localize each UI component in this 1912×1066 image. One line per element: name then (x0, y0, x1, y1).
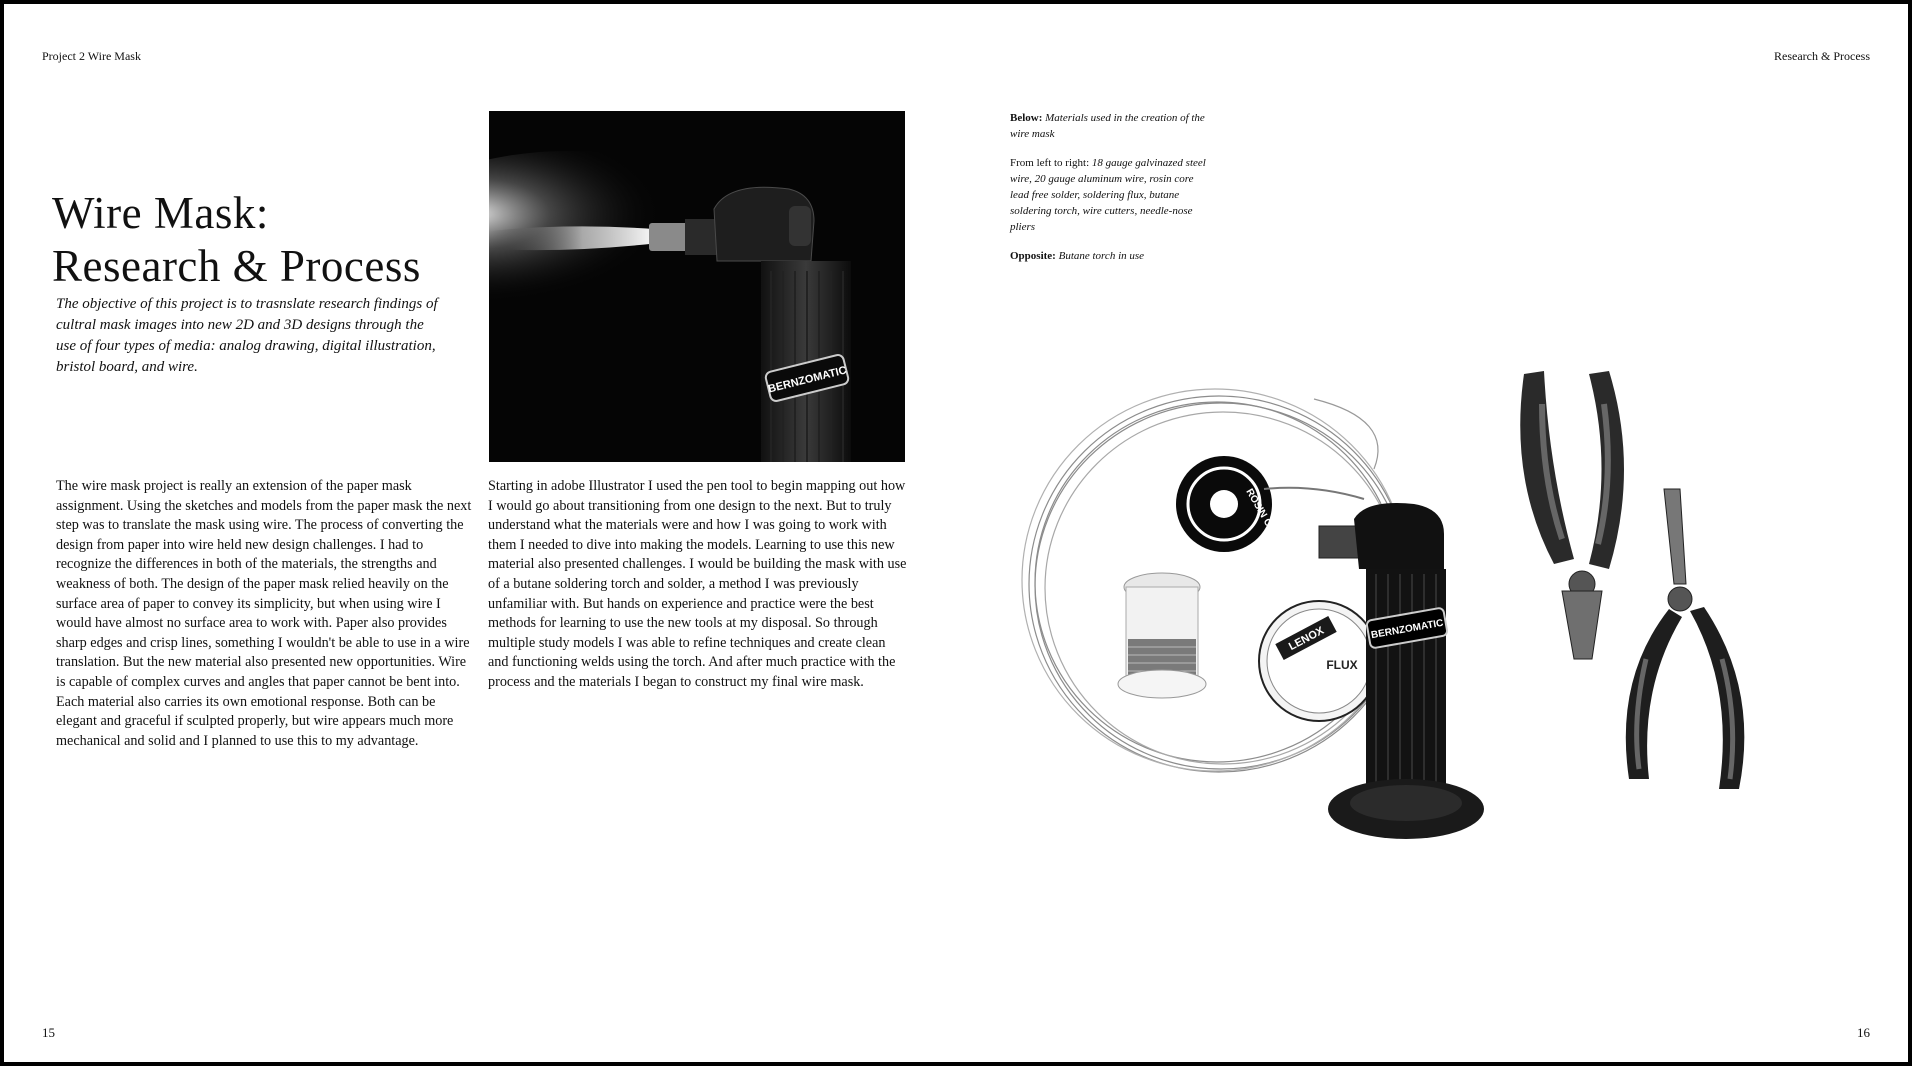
page-title (52, 187, 492, 293)
page-title-line-1: Wire Mask: (52, 188, 269, 238)
torch-photo-illustration (489, 111, 905, 462)
running-head-right: Research & Process (1774, 49, 1870, 63)
caption-below-label: Below: (1010, 112, 1043, 124)
torch-trigger (789, 206, 811, 246)
flux-product-label: FLUX (1326, 658, 1358, 672)
running-head-left: Project 2 Wire Mask (42, 49, 141, 63)
materials-photo (1014, 359, 1884, 859)
materials-photo-illustration (1014, 359, 1884, 859)
torch-nozzle (649, 223, 691, 251)
solder-brand-label: ROSIN CORE (1243, 487, 1285, 548)
caption-order-label: From left to right: (1010, 157, 1090, 169)
torch-brand-label: BERNZOMATIC (766, 364, 848, 396)
lede-paragraph: The objective of this project is to trasnslate research findings of cultral mask images into new 2D and 3D designs through the use of four types of media: analog drawing, digital illustration, bristol board, and wire. (56, 296, 438, 375)
aluminum-wire-spool (1118, 573, 1206, 698)
torch-photo (489, 111, 905, 462)
page-number-left: 15 (42, 1025, 55, 1040)
page-number-right: 16 (1857, 1025, 1870, 1040)
caption-opposite-label: Opposite: (1010, 250, 1056, 262)
page-title-line-2: Research & Process (52, 241, 421, 291)
photo-caption (1010, 110, 1210, 277)
materials-torch-brand-label: BERNZOMATIC (1370, 617, 1445, 642)
body-column-1: The wire mask project is really an extension of the paper mask assignment. Using the sketches and models from the paper mask the next step was to translate the mask using wire. The process of converting the design from paper into wire held new design challenges. I had to recognize the differences in both of the materials, the strengths and weakness of both. The design of the paper mask relied heavily on the surface area of paper to convey its simplicity, but when using wire I would have almost no surface area to work with. Paper also provides sharp edges and crisp lines, something I wouldn't be able to use in a wire translation. But the new material also presented new opportunities. Wire is capable of complex curves and angles that paper cannot be bent into. Each material also carries its own emotional response. Both can be elegant and graceful if sculpted properly, but wire appears much more mechanical and solid and I planned to use this to my advantage. (56, 478, 472, 749)
flux-brand-label: LENOX (1286, 624, 1327, 654)
caption-below-text: Materials used in the creation of the wire mask (1010, 112, 1205, 140)
caption-order-text: 18 gauge galvinazed steel wire, 20 gauge aluminum wire, rosin core lead free solder, soldering flux, butane soldering torch, wire cutters, needle-nose pliers (1010, 157, 1206, 233)
body-column-2: Starting in adobe Illustrator I used the pen tool to begin mapping out how I would go about transitioning from one design to the next. But to truly understand what the materials were and how I was going to work with them I needed to dive into making the models. Learning to use this new material also presented challenges. I would be building the mask with use of a butane soldering torch and solder, a method I was previously unfamiliar with. But hands on experience and practice were the best methods for learning to use the new tools at my disposal. So through multiple study models I was able to refine techniques and create clean and functioning welds using the torch. And after much practice with the process and the materials I began to construct my final wire mask. (488, 478, 907, 690)
soldering-flux-tin (1259, 601, 1379, 721)
caption-opposite-text: Butane torch in use (1058, 250, 1145, 262)
